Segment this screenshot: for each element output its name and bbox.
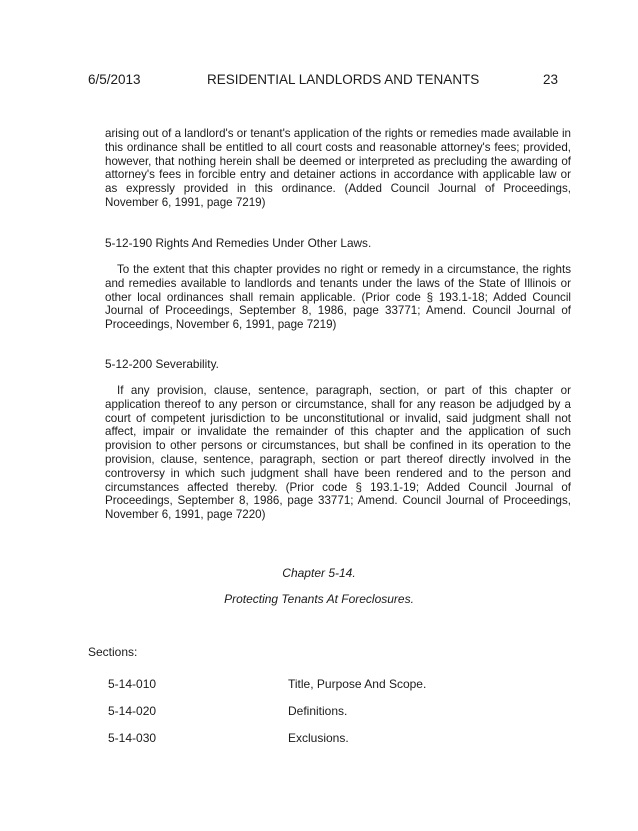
section-title: Exclusions. — [288, 731, 349, 745]
section-number: 5-14-030 — [108, 731, 157, 745]
section-number: 5-14-020 — [108, 704, 157, 718]
section-title: Title, Purpose And Scope. — [288, 677, 427, 691]
header-page-number: 23 — [542, 72, 558, 87]
section-body-5-12-200: If any provision, clause, sentence, paragraph, section, or part of this chapter or application thereof to any person or circumstance, shall for any reason be adjudged by a court of competent jurisdiction to be unconstitutional or invalid, said judgment shall not affect, impair or invalidate the remainder of this chapter and the application of such provision to other persons or circumstances, but shall be confined in its operation to the provision, clause, sentence, paragraph, section or part thereof directly involved in the controversy in which such judgment shall have been rendered and to the person and circumstances affected thereby. (Prior code § 193.1-19; Added Council Journal of Proceedings, September 8, 1986, page 33771; Amend. Council Journal of Proceedings, November 6, 1991, page 7220) — [105, 384, 571, 522]
page-header — [88, 72, 558, 90]
sections-label: Sections: — [88, 645, 138, 659]
header-title: RESIDENTIAL LANDLORDS AND TENANTS — [207, 72, 480, 87]
chapter-number: Chapter 5-14. — [282, 566, 356, 580]
section-title: Definitions. — [288, 704, 348, 718]
section-list-item — [108, 731, 528, 747]
chapter-title: Protecting Tenants At Foreclosures. — [224, 592, 414, 606]
section-heading-5-12-190: 5-12-190 Rights And Remedies Under Other Laws. — [105, 236, 372, 250]
section-body-5-12-190: To the extent that this chapter provides no right or remedy in a circumstance, the rights and remedies available to landlords and tenants under the laws of the State of Illinois or other local ordinances shall remain applicable. (Prior code § 193.1-18; Added Council Journal of Proceedings, September 8, 1986, page 33771; Amend. Council Journal of Proceedings, November 6, 1991, page 7219) — [105, 263, 571, 332]
section-heading-5-12-200: 5-12-200 Severability. — [105, 357, 219, 371]
section-list-item — [108, 677, 528, 693]
section-list-item — [108, 704, 528, 720]
header-date: 6/5/2013 — [88, 72, 141, 87]
continued-paragraph: arising out of a landlord's or tenant's application of the rights or remedies made available in this ordinance shall be entitled to all court costs and reasonable attorney's fees; provided, however, that nothing herein shall be deemed or interpreted as precluding the awarding of attorney's fees in forcible entry and detainer actions in accordance with applicable law or as expressly provided in this ordinance. (Added Council Journal of Proceedings, November 6, 1991, page 7219) — [105, 127, 571, 209]
section-number: 5-14-010 — [108, 677, 157, 691]
